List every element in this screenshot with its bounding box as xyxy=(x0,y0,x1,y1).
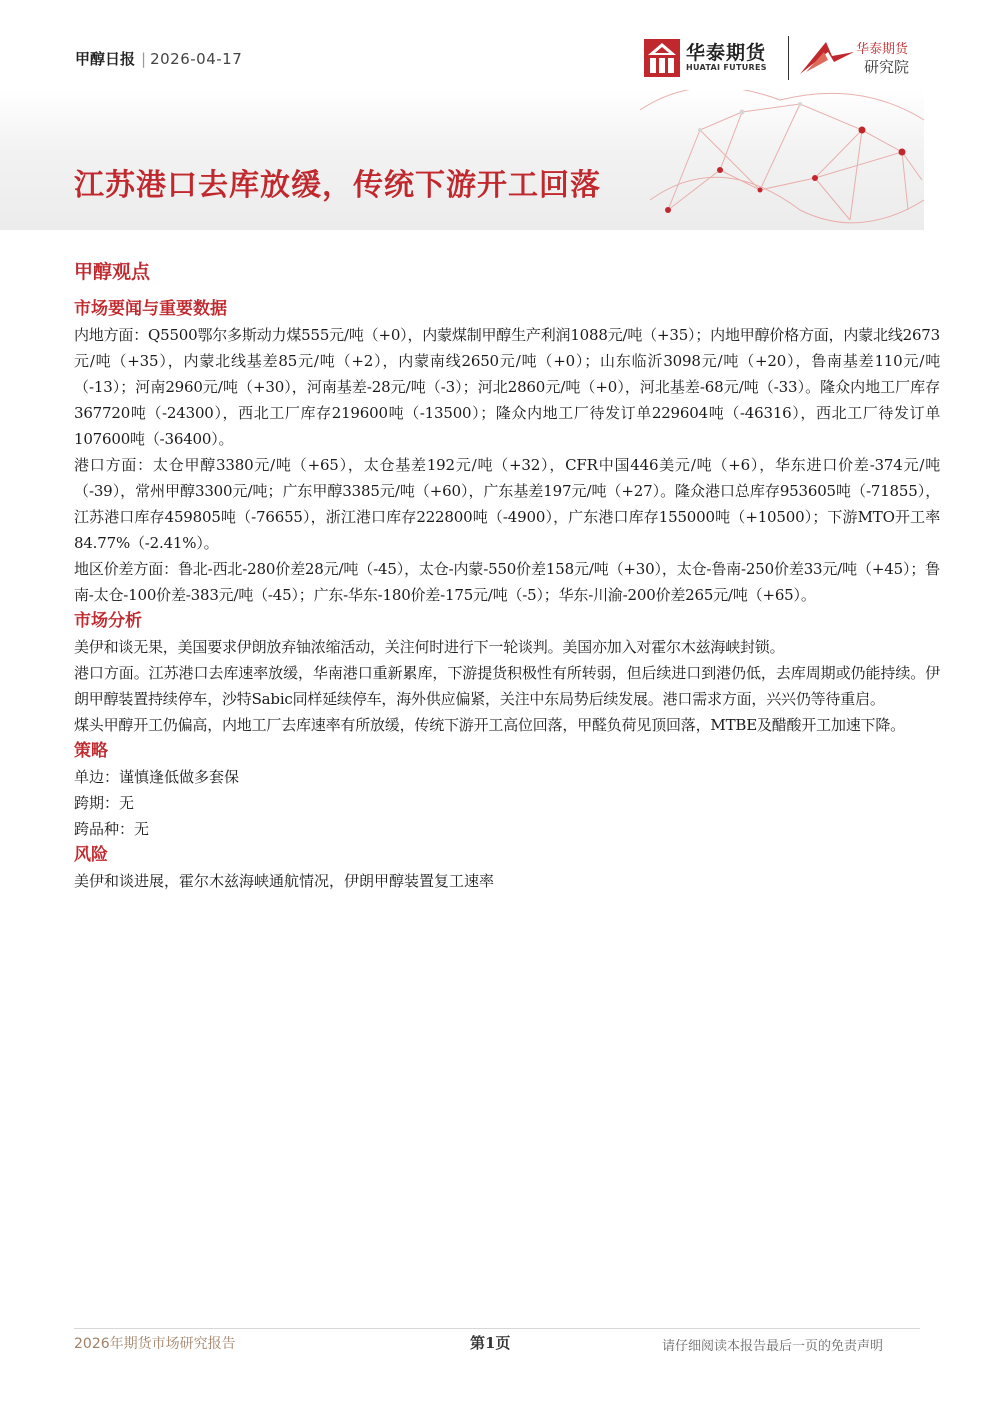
viewpoint-heading: 甲醇观点 xyxy=(74,261,151,283)
report-title: 江苏港口去库放缓，传统下游开工回落 xyxy=(74,168,601,203)
institute-swoosh-icon xyxy=(798,38,856,78)
analysis-heading: 市场分析 xyxy=(74,611,142,631)
logo-divider xyxy=(788,36,789,80)
institute-name-line1: 华泰期货 xyxy=(856,42,909,57)
company-name-cn: 华泰期货 xyxy=(686,42,767,64)
strategy-line-calendar: 跨期：无 xyxy=(74,794,135,812)
page-header xyxy=(0,0,992,90)
analysis-paragraph-1: 美伊和谈无果，美国要求伊朗放弃铀浓缩活动，关注何时进行下一轮谈判。美国亦加入对霍尔木兹海峡封锁。 xyxy=(74,638,785,656)
company-name-en: HUATAI FUTURES xyxy=(686,63,767,72)
doc-type-label xyxy=(75,48,242,69)
risk-text: 美伊和谈进展，霍尔木兹海峡通航情况，伊朗甲醇装置复工速率 xyxy=(74,872,495,890)
report-body xyxy=(74,258,940,894)
news-heading: 市场要闻与重要数据 xyxy=(74,299,227,319)
footer-divider xyxy=(74,1328,920,1329)
risk-heading: 风险 xyxy=(74,845,108,865)
strategy-line-cross: 跨品种：无 xyxy=(74,820,150,838)
strategy-heading: 策略 xyxy=(74,741,108,761)
news-paragraph-spread: 地区价差方面：鲁北-西北-280价差28元/吨（-45），太仓-内蒙-550价差158元/吨（+30），太仓-鲁南-250价差33元/吨（+45）；鲁南-太仓-100价差-383元/吨（-45）；广东-华东-180价差-175元/吨（-5）；华东-川渝-200价差265元/吨（+65）。 xyxy=(74,560,940,604)
doc-separator: | xyxy=(141,50,147,68)
doc-type-text: 甲醇日报 xyxy=(75,50,136,68)
disclaimer-note: 请仔细阅读本报告最后一页的免责声明 xyxy=(662,1339,884,1354)
huatai-logo-icon xyxy=(644,39,680,77)
strategy-line-single: 单边：谨慎逢低做多套保 xyxy=(74,768,240,786)
analysis-paragraph-2: 港口方面。江苏港口去库速率放缓，华南港口重新累库，下游提货积极性有所转弱，但后续进口到港仍低，去库周期或仍能持续。伊朗甲醇装置持续停车，沙特Sabic同样延续停车，海外供应偏紧，关注中东局势后续发展。港口需求方面，兴兴仍等待重启。 xyxy=(74,664,940,708)
page-number: 第1页 xyxy=(470,1334,511,1352)
footer-report-name: 2026年期货市场研究报告 xyxy=(74,1336,236,1352)
news-paragraph-inland: 内地方面：Q5500鄂尔多斯动力煤555元/吨（+0），内蒙煤制甲醇生产利润1088元/吨（+35）；内地甲醇价格方面，内蒙北线2673元/吨（+35），内蒙北线基差85元/吨（+2），内蒙南线2650元/吨（+0）；山东临沂3098元/吨（+20），鲁南基差110元/吨（-13）；河南2960元/吨（+30），河南基差-28元/吨（-3）；河北2860元/吨（+0），河北基差-68元/吨（-33）。隆众内地工厂库存367720吨（-24300），西北工厂库存219600吨（-13500）；隆众内地工厂待发订单229604吨（-46316），西北工厂待发订单107600吨（-36400）。 xyxy=(74,326,940,448)
institute-name-line2: 研究院 xyxy=(864,58,910,76)
news-paragraph-port: 港口方面：太仓甲醇3380元/吨（+65），太仓基差192元/吨（+32），CFR中国446美元/吨（+6），华东进口价差-374元/吨（-39），常州甲醇3300元/吨；广东甲醇3385元/吨（+60），广东基差197元/吨（+27）。隆众港口总库存953605吨（-71855），江苏港口库存459805吨（-76655），浙江港口库存222800吨（-4900），广东港口库存155000吨（+10500）；下游MTO开工率84.77%（-2.41%）。 xyxy=(74,456,940,552)
institute-logo xyxy=(798,36,924,82)
report-date: 2026-04-17 xyxy=(150,50,243,68)
analysis-paragraph-3: 煤头甲醇开工仍偏高，内地工厂去库速率有所放缓，传统下游开工高位回落，甲醛负荷见顶回落，MTBE及醋酸开工加速下降。 xyxy=(74,716,905,734)
